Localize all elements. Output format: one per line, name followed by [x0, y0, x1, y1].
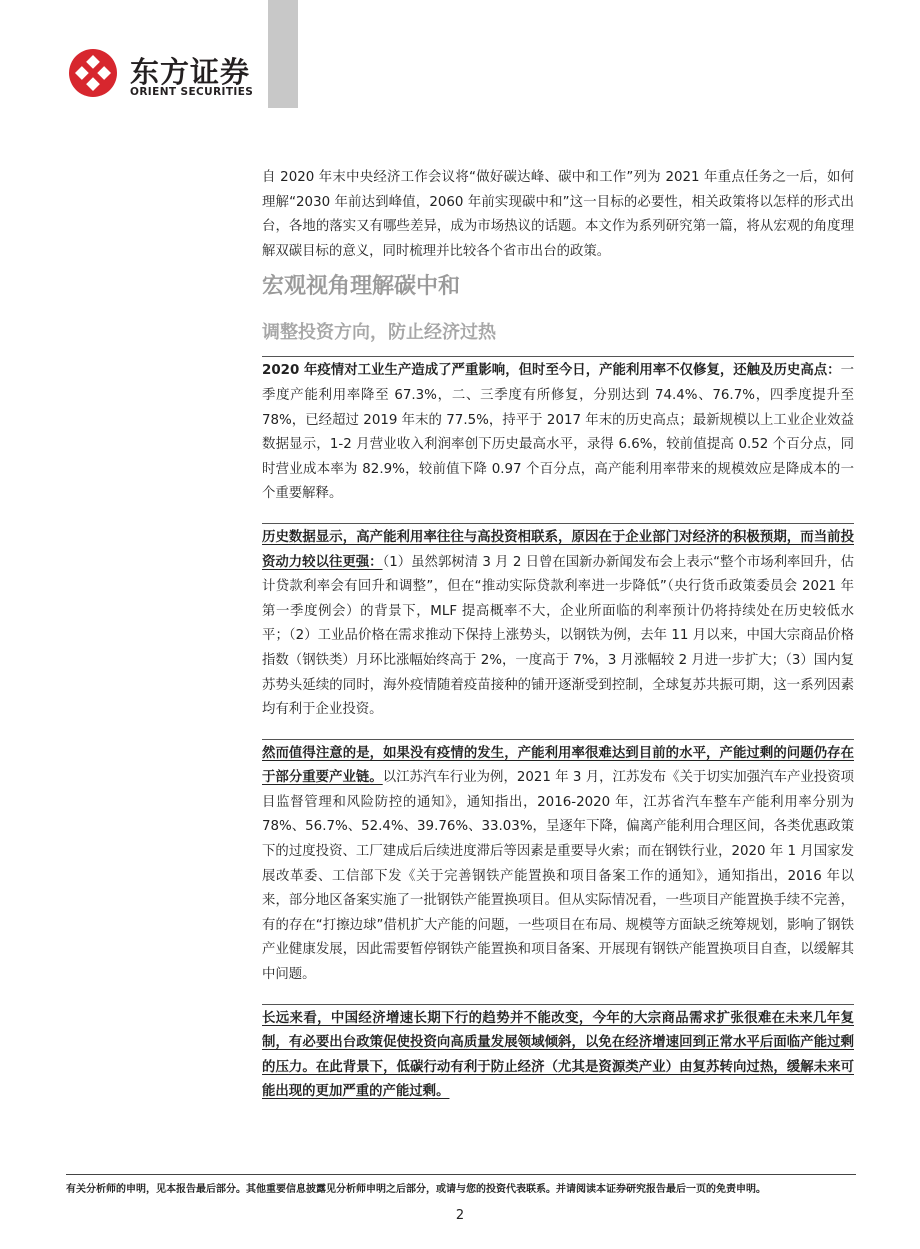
- paragraph-2-body: （1）虽然郭树清 3 月 2 日曾在国新办新闻发布会上表示“整个市场利率回升，估计贷款利率会有回升和调整”，但在“推动实际贷款利率进一步降低”（央行货币政策委员会 2021 年第一季度例会）的背景下，MLF 提高概率不大，企业所面临的利率预计仍将持续处在历史较低水平；（2）工业品价格在需求推动下保持上涨势头，以钢铁为例，去年 11 月以来，中国大宗商品价格指数（钢铁类）月环比涨幅始终高于 2%，一度高于 7%，3 月涨幅较 2 月进一步扩大；（3）国内复苏势头延续的同时，海外疫情随着疫苗接种的铺开逐渐受到控制，全球复苏共振可期，这一系列因素均有利于企业投资。: [262, 554, 854, 718]
- paragraph-4: [262, 1007, 854, 1105]
- paragraph-4-lead: 长远来看，中国经济增速长期下行的趋势并不能改变，今年的大宗商品需求扩张很难在未来几年复制，有必要出台政策促使投资向高质量发展领域倾斜，以免在经济增速回到正常水平后面临产能过剩的压力。在此背景下，低碳行动有利于防止经济（尤其是资源类产业）由复苏转向过热，缓解未来可能出现的更加严重的产能过剩。: [262, 1010, 854, 1100]
- paragraph-3-rule: [262, 739, 854, 740]
- logo-mark-icon: [68, 48, 118, 98]
- paragraph-2-rule: [262, 523, 854, 524]
- footer-disclaimer: 有关分析师的申明，见本报告最后部分。其他重要信息披露见分析师申明之后部分，或请与您的投资代表联系。并请阅读本证券研究报告最后一页的免责申明。: [66, 1184, 766, 1195]
- paragraph-1: [262, 359, 854, 507]
- report-body: [262, 166, 854, 1105]
- page-number: 2: [455, 1208, 465, 1223]
- paragraph-1-body: 一季度产能利用率降至 67.3%，二、三季度有所修复，分别达到 74.4%、76.7%，四季度提升至 78%，已经超过 2019 年末的 77.5%，持平于 2017 年末的历史高点；最新规模以上工业企业效益数据显示，1-2 月营业收入利润率创下历史最高水平，录得 6.6%，较前值提高 0.52 个百分点，同时营业成本率为 82.9%，较前值下降 0.97 个百分点，高产能利用率带来的规模效应是降成本的一个重要解释。: [262, 363, 854, 502]
- footer-rule: [66, 1174, 856, 1175]
- paragraph-2-lead: 历史数据显示，高产能利用率往往与高投资相联系，原因在于企业部门对经济的积极预期，而当前投资动力较以往更强：: [262, 529, 854, 570]
- orient-securities-logo: [68, 48, 268, 100]
- logo-chinese-name: 东方证券: [130, 55, 251, 89]
- section-title: 宏观视角理解碳中和: [262, 274, 461, 300]
- paragraph-4-rule: [262, 1004, 854, 1005]
- subsection-title: 调整投资方向，防止经济过热: [262, 322, 496, 344]
- section-rule: [262, 356, 854, 357]
- paragraph-3-lead: 然而值得注意的是，如果没有疫情的发生，产能利用率很难达到目前的水平，产能过剩的问题仍存在于部分重要产业链。: [262, 745, 854, 786]
- paragraph-3-body: 以江苏汽车行业为例，2021 年 3 月，江苏发布《关于切实加强汽车产业投资项目监督管理和风险防控的通知》，通知指出，2016-2020 年，江苏省汽车整车产能利用率分别为 78%、56.7%、52.4%、39.76%、33.03%，呈逐年下降，偏离产能利用合理区间，各类优惠政策下的过度投资、工厂建成后后续进度滞后等因素是重要导火索；而在钢铁行业，2020 年 1 月国家发展改革委、工信部下发《关于完善钢铁产能置换和项目备案工作的通知》，通知指出，2016 年以来，部分地区备案实施了一批钢铁产能置换项目。但从实际情况看，一些项目产能置换手续不完善，有的存在“打擦边球”借机扩大产能的问题，一些项目在布局、规模等方面缺乏统筹规划，影响了钢铁产业健康发展，因此需要暂停钢铁产能置换和项目备案、开展现有钢铁产能置换项目自查，以缓解其中问题。: [262, 770, 854, 983]
- header-gray-bar: [268, 0, 298, 108]
- paragraph-3: [262, 742, 854, 988]
- paragraph-2: [262, 526, 854, 723]
- intro-paragraph: 自 2020 年末中央经济工作会议将“做好碳达峰、碳中和工作”列为 2021 年重点任务之一后，如何理解“2030 年前达到峰值，2060 年前实现碳中和”这一目标的必要性，相关政策将以怎样的形式出台，各地的落实又有哪些差异，成为市场热议的话题。本文作为系列研究第一篇，将从宏观的角度理解双碳目标的意义，同时梳理并比较各个省市出台的政策。: [262, 170, 854, 259]
- logo-english-name: ORIENT SECURITIES: [130, 86, 254, 98]
- paragraph-1-lead: 2020 年疫情对工业生产造成了严重影响，但时至今日，产能利用率不仅修复，还触及历史高点：: [262, 363, 841, 379]
